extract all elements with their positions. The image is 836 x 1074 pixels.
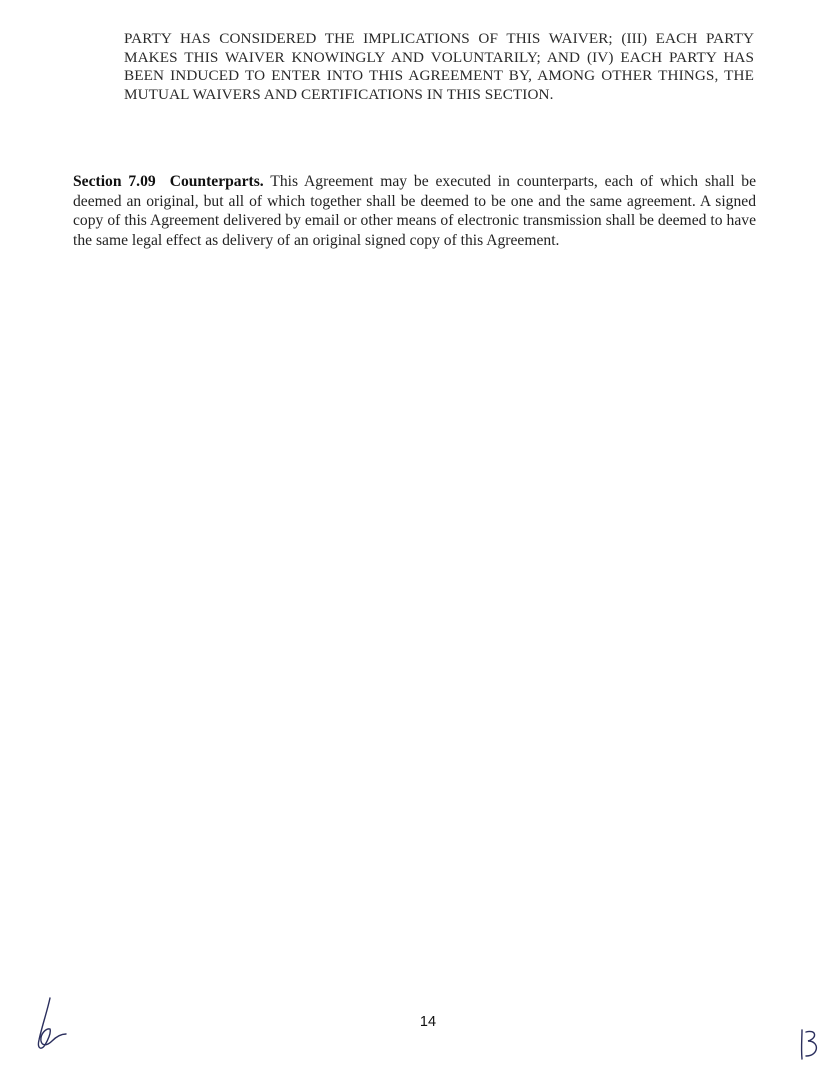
waiver-line: THIS SECTION.	[446, 86, 554, 104]
waiver-line: PARTY MAKES THIS WAIVER KNOWINGLY AND VOLUNTARILY; AND (IV)	[124, 30, 755, 66]
section-7-09-counterparts	[73, 172, 756, 250]
section-body: This Agreement may be executed in counterparts, each of which shall be deemed an original, but all of which together shall be deemed to be one and the same agreement. A signed copy of this Agreement delivered by email or other means of electronic transmission shall be deemed to have the same legal effect as delivery of an original signed copy of this Agreement.	[73, 173, 757, 249]
waiver-line: AMONG OTHER THINGS, THE MUTUAL WAIVERS AND CERTIFICATIONS IN	[124, 67, 754, 104]
initials-left-signature-icon	[30, 996, 70, 1052]
waiver-line: EACH PARTY HAS BEEN INDUCED TO ENTER INTO THIS AGREEMENT BY,	[124, 48, 754, 85]
initials-right-signature-icon	[796, 1026, 824, 1062]
section-number: Section 7.09	[73, 173, 156, 190]
waiver-line: PARTY HAS CONSIDERED THE IMPLICATIONS OF THIS WAIVER; (III) EACH	[124, 30, 698, 47]
section-title: Counterparts.	[169, 173, 264, 190]
waiver-paragraph	[124, 30, 754, 105]
page-number: 14	[419, 1014, 437, 1030]
